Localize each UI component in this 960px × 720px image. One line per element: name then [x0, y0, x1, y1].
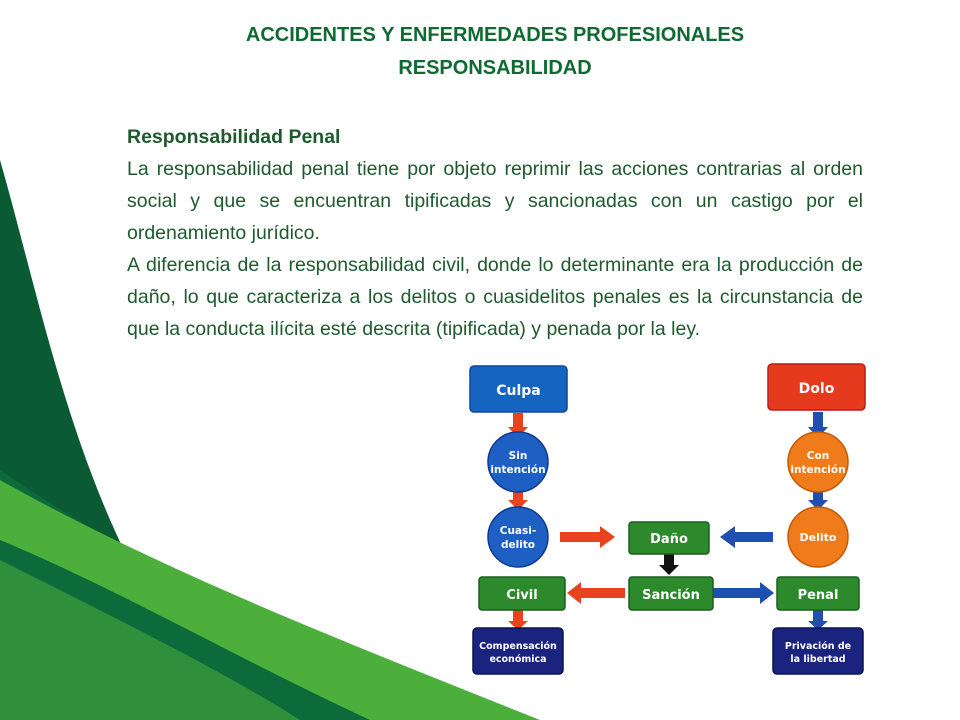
con-intencion-circle	[788, 432, 848, 492]
svg-text:Daño: Daño	[650, 532, 688, 547]
page-title: ACCIDENTES Y ENFERMEDADES PROFESIONALES	[245, 24, 745, 46]
dano-box	[629, 522, 709, 554]
arrow-penal-privacion	[808, 610, 828, 630]
svg-text:económica: económica	[489, 654, 547, 665]
svg-text:Civil: Civil	[506, 588, 538, 603]
culpa-box	[470, 366, 567, 412]
arrow-civil-compensacion	[508, 610, 528, 630]
svg-text:Sanción: Sanción	[642, 588, 700, 603]
arrow-dano-sancion	[659, 554, 679, 575]
text-content	[127, 121, 863, 345]
arrow-cuasidelito-dano	[560, 526, 615, 548]
section-heading: Responsabilidad Penal	[127, 126, 341, 148]
sin-intencion-circle	[488, 432, 548, 492]
dolo-box	[768, 364, 865, 410]
svg-text:Delito: Delito	[799, 531, 837, 544]
svg-text:Penal: Penal	[797, 588, 839, 603]
paragraph-2: A diferencia de la responsabilidad civil, donde lo determinante era la producción de daño, lo que caracteriza a los delitos o cuasidelitos penales es la circunstancia de que la conducta ilícita esté descrita (tipificada) y penada por la ley.	[127, 254, 863, 340]
svg-text:delito: delito	[500, 539, 536, 551]
cuasidelito-circle	[488, 507, 548, 567]
privacion-box	[773, 628, 863, 674]
arrow-sancion-civil	[567, 582, 625, 604]
arrow-delito-dano	[720, 526, 773, 548]
delito-circle	[788, 507, 848, 567]
paragraph-1: La responsabilidad penal tiene por objeto reprimir las acciones contrarias al orden social y que se encuentran tipificadas y sancionadas con un castigo por el ordenamiento jurídico.	[127, 158, 863, 244]
svg-text:Sin: Sin	[508, 450, 528, 462]
svg-text:Dolo: Dolo	[798, 381, 835, 397]
sancion-box	[629, 577, 713, 610]
arrow-sancion-penal	[713, 582, 774, 604]
svg-text:intención: intención	[490, 464, 546, 476]
compensacion-box	[473, 628, 563, 674]
svg-text:Con: Con	[806, 450, 830, 462]
svg-text:Compensación: Compensación	[479, 641, 557, 652]
page-subtitle: RESPONSABILIDAD	[398, 57, 592, 79]
svg-text:Cuasi-: Cuasi-	[499, 525, 537, 537]
svg-text:Privación de: Privación de	[784, 641, 852, 652]
svg-text:intención: intención	[790, 464, 846, 476]
penal-box	[777, 577, 859, 610]
civil-box	[479, 577, 565, 610]
svg-text:la libertad: la libertad	[790, 654, 846, 665]
responsibility-diagram	[455, 358, 875, 683]
svg-text:Culpa: Culpa	[496, 383, 541, 399]
